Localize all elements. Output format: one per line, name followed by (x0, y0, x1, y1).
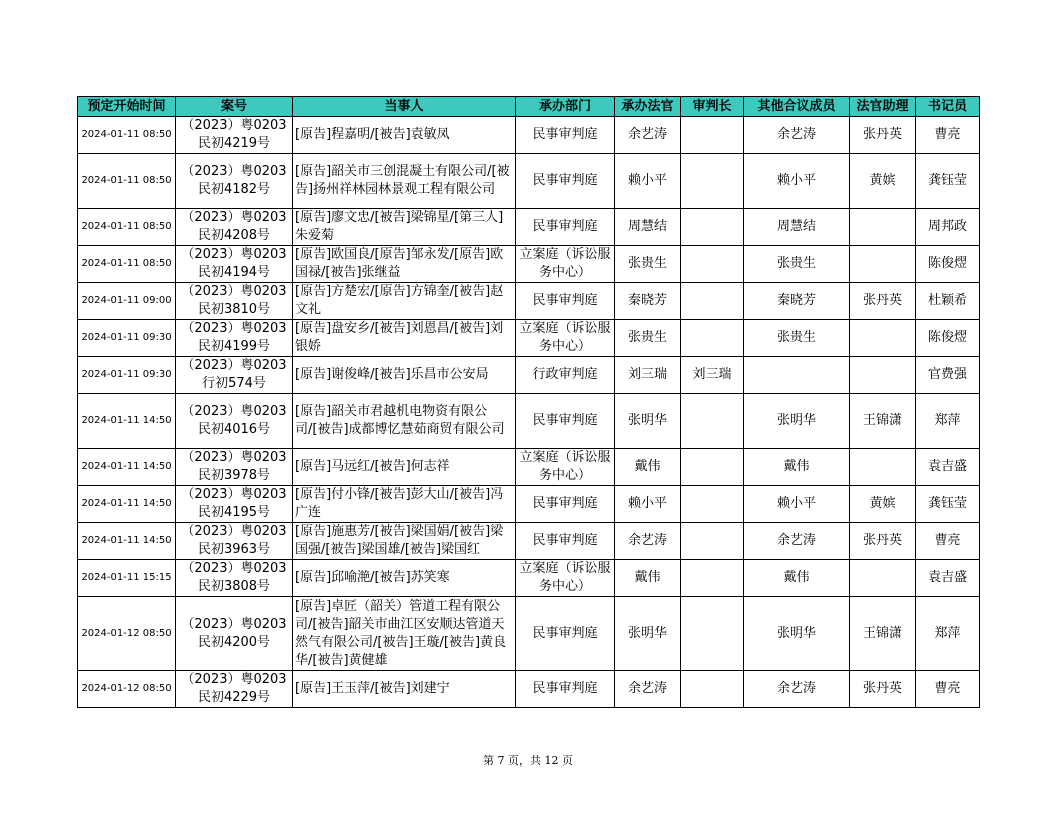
parties-cell: [原告]王玉萍/[被告]刘建宁 (293, 671, 516, 708)
parties-cell: [原告]施惠芳/[被告]梁国娟/[被告]梁国强/[被告]梁国雄/[被告]梁国红 (293, 523, 516, 560)
department-cell: 民事审判庭 (516, 117, 615, 154)
judge-assistant-cell: 黄嫔 (850, 486, 916, 523)
time-cell: 2024-01-11 08:50 (78, 209, 176, 246)
judge-cell: 赖小平 (615, 486, 681, 523)
header-department: 承办部门 (516, 97, 615, 117)
table-row (78, 671, 980, 708)
chief-judge-cell (681, 486, 744, 523)
department-cell: 民事审判庭 (516, 671, 615, 708)
parties-cell: [原告]邱喻滟/[被告]苏笑寒 (293, 560, 516, 597)
parties-cell: [原告]韶关市君越机电物资有限公司/[被告]成都博忆慧茹商贸有限公司 (293, 394, 516, 449)
parties-cell: [原告]欧国良/[原告]邹永发/[原告]欧国禄/[被告]张继益 (293, 246, 516, 283)
clerk-cell: 袁吉盛 (916, 560, 980, 597)
chief-judge-cell (681, 597, 744, 671)
judge-assistant-cell: 张丹英 (850, 117, 916, 154)
header-panel-members: 其他合议成员 (744, 97, 850, 117)
hearing-schedule-table (77, 96, 980, 708)
header-judge-assistant: 法官助理 (850, 97, 916, 117)
department-cell: 民事审判庭 (516, 209, 615, 246)
time-cell: 2024-01-11 14:50 (78, 523, 176, 560)
clerk-cell: 周邦政 (916, 209, 980, 246)
parties-cell: [原告]廖文忠/[被告]梁锦星/[第三人]朱爱菊 (293, 209, 516, 246)
department-cell: 立案庭（诉讼服务中心） (516, 449, 615, 486)
clerk-cell: 陈俊熤 (916, 320, 980, 357)
case-number-cell: （2023）粤0203民初4194号 (176, 246, 293, 283)
panel-members-cell: 戴伟 (744, 449, 850, 486)
chief-judge-cell (681, 117, 744, 154)
chief-judge-cell (681, 154, 744, 209)
clerk-cell: 曹亮 (916, 671, 980, 708)
case-number-cell: （2023）粤0203民初4199号 (176, 320, 293, 357)
case-number-cell: （2023）粤0203民初4229号 (176, 671, 293, 708)
clerk-cell: 曹亮 (916, 523, 980, 560)
parties-cell: [原告]谢俊峰/[被告]乐昌市公安局 (293, 357, 516, 394)
department-cell: 民事审判庭 (516, 523, 615, 560)
table-row (78, 486, 980, 523)
panel-members-cell: 赖小平 (744, 486, 850, 523)
panel-members-cell: 张贵生 (744, 246, 850, 283)
judge-cell: 张明华 (615, 394, 681, 449)
table-row (78, 394, 980, 449)
department-cell: 行政审判庭 (516, 357, 615, 394)
case-number-cell: （2023）粤0203民初4182号 (176, 154, 293, 209)
panel-members-cell (744, 357, 850, 394)
chief-judge-cell (681, 283, 744, 320)
clerk-cell: 陈俊熤 (916, 246, 980, 283)
chief-judge-cell (681, 246, 744, 283)
judge-cell: 戴伟 (615, 449, 681, 486)
table-row (78, 154, 980, 209)
clerk-cell: 袁吉盛 (916, 449, 980, 486)
case-number-cell: （2023）粤0203行初574号 (176, 357, 293, 394)
time-cell: 2024-01-12 08:50 (78, 597, 176, 671)
table-row (78, 246, 980, 283)
time-cell: 2024-01-11 08:50 (78, 154, 176, 209)
judge-assistant-cell (850, 560, 916, 597)
judge-assistant-cell: 张丹英 (850, 671, 916, 708)
chief-judge-cell (681, 209, 744, 246)
clerk-cell: 杜颖希 (916, 283, 980, 320)
judge-cell: 秦晓芳 (615, 283, 681, 320)
chief-judge-cell: 刘三瑞 (681, 357, 744, 394)
chief-judge-cell (681, 560, 744, 597)
parties-cell: [原告]马远红/[被告]何志祥 (293, 449, 516, 486)
case-number-cell: （2023）粤0203民初4208号 (176, 209, 293, 246)
judge-cell: 张贵生 (615, 246, 681, 283)
time-cell: 2024-01-11 14:50 (78, 449, 176, 486)
judge-cell: 戴伟 (615, 560, 681, 597)
time-cell: 2024-01-12 08:50 (78, 671, 176, 708)
header-case-number: 案号 (176, 97, 293, 117)
judge-assistant-cell: 王锦潇 (850, 597, 916, 671)
parties-cell: [原告]韶关市三创混凝土有限公司/[被告]扬州祥林园林景观工程有限公司 (293, 154, 516, 209)
department-cell: 民事审判庭 (516, 597, 615, 671)
header-row (78, 97, 980, 117)
case-number-cell: （2023）粤0203民初4200号 (176, 597, 293, 671)
judge-cell: 刘三瑞 (615, 357, 681, 394)
judge-assistant-cell: 王锦潇 (850, 394, 916, 449)
clerk-cell: 官费强 (916, 357, 980, 394)
panel-members-cell: 秦晓芳 (744, 283, 850, 320)
department-cell: 民事审判庭 (516, 394, 615, 449)
department-cell: 民事审判庭 (516, 486, 615, 523)
judge-assistant-cell (850, 357, 916, 394)
case-number-cell: （2023）粤0203民初4219号 (176, 117, 293, 154)
parties-cell: [原告]卓匠（韶关）管道工程有限公司/[被告]韶关市曲江区安顺达管道天然气有限公司/[被告]王璇/[被告]黄良华/[被告]黄健雄 (293, 597, 516, 671)
judge-assistant-cell (850, 246, 916, 283)
judge-assistant-cell: 黄嫔 (850, 154, 916, 209)
judge-cell: 张贵生 (615, 320, 681, 357)
time-cell: 2024-01-11 08:50 (78, 117, 176, 154)
table-row (78, 449, 980, 486)
time-cell: 2024-01-11 09:00 (78, 283, 176, 320)
panel-members-cell: 赖小平 (744, 154, 850, 209)
parties-cell: [原告]盘安乡/[被告]刘恩昌/[被告]刘银娇 (293, 320, 516, 357)
parties-cell: [原告]程嘉明/[被告]袁敏凤 (293, 117, 516, 154)
clerk-cell: 曹亮 (916, 117, 980, 154)
header-chief-judge: 审判长 (681, 97, 744, 117)
panel-members-cell: 张明华 (744, 394, 850, 449)
parties-cell: [原告]付小锋/[被告]彭大山/[被告]冯广连 (293, 486, 516, 523)
header-clerk: 书记员 (916, 97, 980, 117)
panel-members-cell: 余艺涛 (744, 671, 850, 708)
table-row (78, 560, 980, 597)
panel-members-cell: 张贵生 (744, 320, 850, 357)
judge-cell: 余艺涛 (615, 523, 681, 560)
case-number-cell: （2023）粤0203民初3978号 (176, 449, 293, 486)
time-cell: 2024-01-11 09:30 (78, 357, 176, 394)
table-row (78, 523, 980, 560)
chief-judge-cell (681, 449, 744, 486)
clerk-cell: 郑萍 (916, 394, 980, 449)
judge-cell: 周慧结 (615, 209, 681, 246)
department-cell: 民事审判庭 (516, 283, 615, 320)
panel-members-cell: 余艺涛 (744, 523, 850, 560)
panel-members-cell: 余艺涛 (744, 117, 850, 154)
page-number: 第 7 页，共 12 页 (483, 754, 573, 767)
judge-cell: 张明华 (615, 597, 681, 671)
header-judge: 承办法官 (615, 97, 681, 117)
judge-assistant-cell (850, 320, 916, 357)
table-row (78, 117, 980, 154)
case-number-cell: （2023）粤0203民初3810号 (176, 283, 293, 320)
judge-assistant-cell (850, 449, 916, 486)
clerk-cell: 龚钰莹 (916, 486, 980, 523)
chief-judge-cell (681, 394, 744, 449)
case-number-cell: （2023）粤0203民初4016号 (176, 394, 293, 449)
case-number-cell: （2023）粤0203民初3963号 (176, 523, 293, 560)
header-time: 预定开始时间 (78, 97, 176, 117)
judge-assistant-cell (850, 209, 916, 246)
panel-members-cell: 张明华 (744, 597, 850, 671)
chief-judge-cell (681, 320, 744, 357)
department-cell: 民事审判庭 (516, 154, 615, 209)
department-cell: 立案庭（诉讼服务中心） (516, 560, 615, 597)
table-row (78, 283, 980, 320)
time-cell: 2024-01-11 14:50 (78, 394, 176, 449)
judge-assistant-cell: 张丹英 (850, 523, 916, 560)
time-cell: 2024-01-11 15:15 (78, 560, 176, 597)
case-number-cell: （2023）粤0203民初3808号 (176, 560, 293, 597)
table-row (78, 320, 980, 357)
clerk-cell: 郑萍 (916, 597, 980, 671)
judge-assistant-cell: 张丹英 (850, 283, 916, 320)
panel-members-cell: 周慧结 (744, 209, 850, 246)
panel-members-cell: 戴伟 (744, 560, 850, 597)
parties-cell: [原告]方楚宏/[原告]方锦奎/[被告]赵文礼 (293, 283, 516, 320)
case-number-cell: （2023）粤0203民初4195号 (176, 486, 293, 523)
table-row (78, 209, 980, 246)
table-row (78, 357, 980, 394)
clerk-cell: 龚钰莹 (916, 154, 980, 209)
department-cell: 立案庭（诉讼服务中心） (516, 320, 615, 357)
header-parties: 当事人 (293, 97, 516, 117)
table-row (78, 597, 980, 671)
judge-cell: 余艺涛 (615, 671, 681, 708)
chief-judge-cell (681, 523, 744, 560)
time-cell: 2024-01-11 14:50 (78, 486, 176, 523)
department-cell: 立案庭（诉讼服务中心） (516, 246, 615, 283)
time-cell: 2024-01-11 09:30 (78, 320, 176, 357)
judge-cell: 余艺涛 (615, 117, 681, 154)
judge-cell: 赖小平 (615, 154, 681, 209)
chief-judge-cell (681, 671, 744, 708)
time-cell: 2024-01-11 08:50 (78, 246, 176, 283)
